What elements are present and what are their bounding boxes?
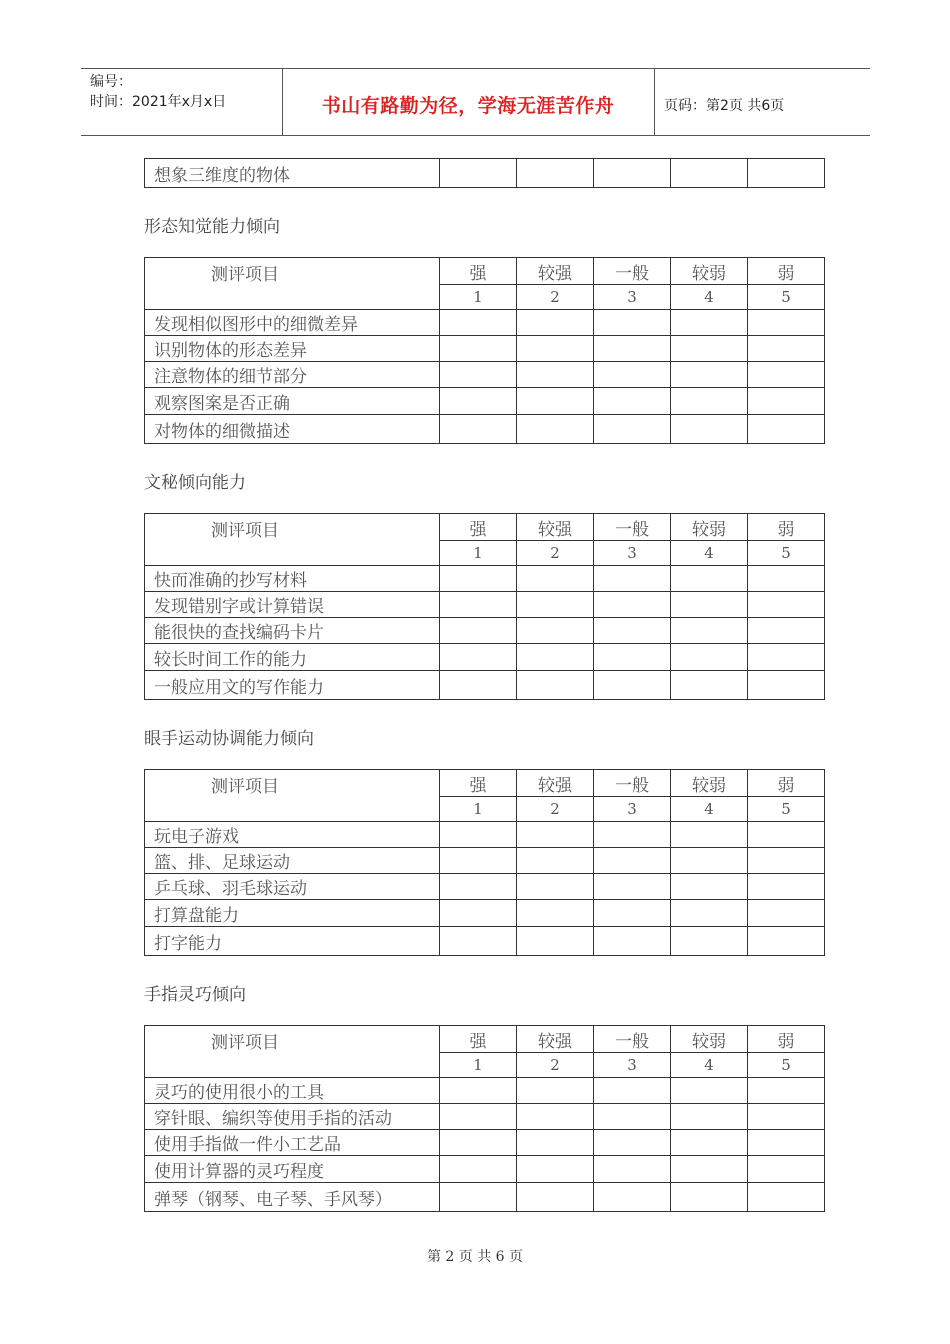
header-page-info: 页码：第2页 共6页 xyxy=(664,98,785,114)
level-header: 较弱 xyxy=(671,1026,748,1053)
item-label: 对物体的细微描述 xyxy=(145,415,440,444)
rating-cell[interactable] xyxy=(517,848,594,874)
table-row xyxy=(145,900,825,927)
table-row xyxy=(145,644,825,671)
header-motto-cell xyxy=(282,69,655,135)
rating-cell[interactable] xyxy=(440,874,517,900)
rating-cell[interactable] xyxy=(748,618,825,644)
rating-cell[interactable] xyxy=(517,566,594,592)
rating-cell[interactable] xyxy=(440,618,517,644)
level-number: 4 xyxy=(671,1053,748,1078)
item-label: 穿针眼、编织等使用手指的活动 xyxy=(145,1104,440,1130)
rating-cell[interactable] xyxy=(594,336,671,362)
rating-cell[interactable] xyxy=(671,566,748,592)
rating-cell[interactable] xyxy=(440,1078,517,1104)
rating-cell[interactable] xyxy=(671,1183,748,1212)
rating-cell[interactable] xyxy=(594,592,671,618)
table-row xyxy=(145,362,825,388)
rating-cell[interactable] xyxy=(671,900,748,927)
rating-cell[interactable] xyxy=(671,874,748,900)
rating-cell[interactable] xyxy=(517,644,594,671)
table-row xyxy=(145,927,825,956)
level-header: 较强 xyxy=(517,1026,594,1053)
rating-cell[interactable] xyxy=(671,362,748,388)
form-perception-table xyxy=(144,257,825,444)
table-row xyxy=(145,671,825,700)
rating-cell[interactable] xyxy=(748,822,825,848)
rating-cell[interactable] xyxy=(671,1130,748,1156)
level-header: 一般 xyxy=(594,1026,671,1053)
table-row xyxy=(145,592,825,618)
item-label: 打字能力 xyxy=(145,927,440,956)
item-label: 一般应用文的写作能力 xyxy=(145,671,440,700)
rating-cell[interactable] xyxy=(671,159,748,188)
rating-cell[interactable] xyxy=(671,1078,748,1104)
page-header xyxy=(81,68,870,136)
rating-cell[interactable] xyxy=(748,159,825,188)
rating-cell[interactable] xyxy=(440,1130,517,1156)
rating-cell[interactable] xyxy=(594,644,671,671)
rating-cell[interactable] xyxy=(440,1104,517,1130)
level-number: 3 xyxy=(594,797,671,822)
document-date: 时间：2021年x月x日 xyxy=(90,94,227,110)
section-title-clerical: 文秘倾向能力 xyxy=(144,473,246,493)
rating-cell[interactable] xyxy=(440,159,517,188)
level-header: 强 xyxy=(440,1026,517,1053)
table-row xyxy=(145,1104,825,1130)
rating-cell[interactable] xyxy=(671,388,748,415)
header-item-label: 测评项目 xyxy=(145,770,440,822)
level-number: 3 xyxy=(594,1053,671,1078)
eye-hand-table xyxy=(144,769,825,956)
rating-cell[interactable] xyxy=(517,415,594,444)
rating-cell[interactable] xyxy=(440,848,517,874)
level-number: 2 xyxy=(517,541,594,566)
rating-cell[interactable] xyxy=(517,671,594,700)
table-row xyxy=(145,310,825,336)
level-header: 一般 xyxy=(594,258,671,285)
rating-cell[interactable] xyxy=(594,874,671,900)
rating-cell[interactable] xyxy=(594,822,671,848)
rating-cell[interactable] xyxy=(748,388,825,415)
rating-cell[interactable] xyxy=(594,388,671,415)
rating-cell[interactable] xyxy=(748,1156,825,1183)
rating-cell[interactable] xyxy=(748,336,825,362)
rating-cell[interactable] xyxy=(671,592,748,618)
rating-cell[interactable] xyxy=(440,336,517,362)
level-number: 5 xyxy=(748,1053,825,1078)
rating-cell[interactable] xyxy=(594,1078,671,1104)
level-number: 5 xyxy=(748,541,825,566)
level-header: 弱 xyxy=(748,258,825,285)
rating-cell[interactable] xyxy=(671,618,748,644)
item-label: 较长时间工作的能力 xyxy=(145,644,440,671)
rating-cell[interactable] xyxy=(517,362,594,388)
header-item-label: 测评项目 xyxy=(145,258,440,310)
rating-cell[interactable] xyxy=(748,874,825,900)
header-left-cell xyxy=(81,69,283,135)
rating-cell[interactable] xyxy=(517,592,594,618)
rating-cell[interactable] xyxy=(594,927,671,956)
rating-cell[interactable] xyxy=(671,644,748,671)
clerical-table xyxy=(144,513,825,700)
rating-cell[interactable] xyxy=(517,874,594,900)
table-row xyxy=(145,336,825,362)
rating-cell[interactable] xyxy=(594,900,671,927)
item-label: 篮、排、足球运动 xyxy=(145,848,440,874)
section-title-eye-hand: 眼手运动协调能力倾向 xyxy=(144,729,314,749)
header-row xyxy=(145,1026,825,1053)
header-motto: 书山有路勤为径，学海无涯苦作舟 xyxy=(321,95,615,117)
rating-cell[interactable] xyxy=(440,362,517,388)
item-label: 能很快的查找编码卡片 xyxy=(145,618,440,644)
level-header: 较强 xyxy=(517,770,594,797)
level-number: 4 xyxy=(671,285,748,310)
level-number: 5 xyxy=(748,285,825,310)
rating-cell[interactable] xyxy=(517,336,594,362)
level-header: 弱 xyxy=(748,770,825,797)
level-number: 5 xyxy=(748,797,825,822)
header-item-label: 测评项目 xyxy=(145,514,440,566)
rating-cell[interactable] xyxy=(517,1078,594,1104)
page-footer: 第 2 页 共 6 页 xyxy=(426,1249,524,1265)
rating-cell[interactable] xyxy=(440,900,517,927)
table-row xyxy=(145,822,825,848)
finger-dexterity-table xyxy=(144,1025,825,1212)
rating-cell[interactable] xyxy=(671,415,748,444)
item-label: 打算盘能力 xyxy=(145,900,440,927)
header-row xyxy=(145,770,825,797)
table-row xyxy=(145,1130,825,1156)
rating-cell[interactable] xyxy=(748,927,825,956)
table-row xyxy=(145,1078,825,1104)
rating-cell[interactable] xyxy=(440,415,517,444)
level-number: 1 xyxy=(440,541,517,566)
rating-cell[interactable] xyxy=(594,848,671,874)
rating-cell[interactable] xyxy=(748,415,825,444)
rating-cell[interactable] xyxy=(440,822,517,848)
level-header: 一般 xyxy=(594,770,671,797)
level-number: 4 xyxy=(671,797,748,822)
item-label: 观察图案是否正确 xyxy=(145,388,440,415)
level-number: 4 xyxy=(671,541,748,566)
rating-cell[interactable] xyxy=(671,336,748,362)
rating-cell[interactable] xyxy=(671,1156,748,1183)
level-header: 较强 xyxy=(517,258,594,285)
rating-cell[interactable] xyxy=(594,1130,671,1156)
header-page-cell xyxy=(654,69,870,135)
header-item-label: 测评项目 xyxy=(145,1026,440,1078)
rating-cell[interactable] xyxy=(594,1104,671,1130)
level-header: 弱 xyxy=(748,514,825,541)
level-number: 1 xyxy=(440,285,517,310)
rating-cell[interactable] xyxy=(594,415,671,444)
item-label: 发现错别字或计算错误 xyxy=(145,592,440,618)
level-number: 1 xyxy=(440,1053,517,1078)
top-continuation-table xyxy=(144,158,825,188)
rating-cell[interactable] xyxy=(748,1130,825,1156)
rating-cell[interactable] xyxy=(748,848,825,874)
level-number: 2 xyxy=(517,1053,594,1078)
section-title-finger-dexterity: 手指灵巧倾向 xyxy=(144,985,246,1005)
table-row xyxy=(145,415,825,444)
rating-cell[interactable] xyxy=(594,1156,671,1183)
rating-cell[interactable] xyxy=(440,566,517,592)
rating-cell[interactable] xyxy=(748,1104,825,1130)
table-row xyxy=(145,874,825,900)
rating-cell[interactable] xyxy=(594,159,671,188)
rating-cell[interactable] xyxy=(517,159,594,188)
rating-cell[interactable] xyxy=(671,310,748,336)
item-label: 识别物体的形态差异 xyxy=(145,336,440,362)
rating-cell[interactable] xyxy=(748,566,825,592)
rating-cell[interactable] xyxy=(517,310,594,336)
rating-cell[interactable] xyxy=(594,566,671,592)
section-title-form-perception: 形态知觉能力倾向 xyxy=(144,217,280,237)
rating-cell[interactable] xyxy=(517,1156,594,1183)
rating-cell[interactable] xyxy=(440,927,517,956)
rating-cell[interactable] xyxy=(517,1130,594,1156)
rating-cell[interactable] xyxy=(440,388,517,415)
item-label: 弹琴（钢琴、电子琴、手风琴） xyxy=(145,1183,440,1212)
table-row xyxy=(145,1156,825,1183)
rating-cell[interactable] xyxy=(748,900,825,927)
rating-cell[interactable] xyxy=(517,822,594,848)
rating-cell[interactable] xyxy=(517,927,594,956)
rating-cell[interactable] xyxy=(671,822,748,848)
rating-cell[interactable] xyxy=(748,1183,825,1212)
rating-cell[interactable] xyxy=(748,310,825,336)
rating-cell[interactable] xyxy=(517,900,594,927)
item-label: 发现相似图形中的细微差异 xyxy=(145,310,440,336)
item-label: 乒乓球、羽毛球运动 xyxy=(145,874,440,900)
level-header: 较弱 xyxy=(671,514,748,541)
level-number: 1 xyxy=(440,797,517,822)
level-header: 较弱 xyxy=(671,770,748,797)
rating-cell[interactable] xyxy=(671,927,748,956)
rating-cell[interactable] xyxy=(748,362,825,388)
level-header: 较强 xyxy=(517,514,594,541)
table-row xyxy=(145,388,825,415)
rating-cell[interactable] xyxy=(440,644,517,671)
item-label: 快而准确的抄写材料 xyxy=(145,566,440,592)
rating-cell[interactable] xyxy=(517,388,594,415)
table-row xyxy=(145,566,825,592)
item-label: 玩电子游戏 xyxy=(145,822,440,848)
table-row xyxy=(145,1183,825,1212)
rating-cell[interactable] xyxy=(748,644,825,671)
level-header: 弱 xyxy=(748,1026,825,1053)
header-row xyxy=(145,258,825,285)
level-number: 2 xyxy=(517,285,594,310)
level-header: 一般 xyxy=(594,514,671,541)
level-number: 3 xyxy=(594,541,671,566)
level-header: 强 xyxy=(440,514,517,541)
rating-cell[interactable] xyxy=(748,671,825,700)
rating-cell[interactable] xyxy=(517,1183,594,1212)
rating-cell[interactable] xyxy=(594,671,671,700)
rating-cell[interactable] xyxy=(594,618,671,644)
document-number-label: 编号： xyxy=(90,74,132,90)
rating-cell[interactable] xyxy=(671,1104,748,1130)
level-header: 强 xyxy=(440,258,517,285)
rating-cell[interactable] xyxy=(440,671,517,700)
item-label: 想象三维度的物体 xyxy=(145,159,440,188)
level-number: 3 xyxy=(594,285,671,310)
item-label: 注意物体的细节部分 xyxy=(145,362,440,388)
item-label: 使用手指做一件小工艺品 xyxy=(145,1130,440,1156)
table-row xyxy=(145,159,825,188)
rating-cell[interactable] xyxy=(594,362,671,388)
level-number: 2 xyxy=(517,797,594,822)
rating-cell[interactable] xyxy=(440,592,517,618)
item-label: 灵巧的使用很小的工具 xyxy=(145,1078,440,1104)
rating-cell[interactable] xyxy=(748,592,825,618)
item-label: 使用计算器的灵巧程度 xyxy=(145,1156,440,1183)
rating-cell[interactable] xyxy=(517,1104,594,1130)
level-header: 较弱 xyxy=(671,258,748,285)
header-row xyxy=(145,514,825,541)
rating-cell[interactable] xyxy=(517,618,594,644)
rating-cell[interactable] xyxy=(594,310,671,336)
rating-cell[interactable] xyxy=(594,1183,671,1212)
table-row xyxy=(145,848,825,874)
rating-cell[interactable] xyxy=(671,848,748,874)
rating-cell[interactable] xyxy=(440,310,517,336)
rating-cell[interactable] xyxy=(748,1078,825,1104)
rating-cell[interactable] xyxy=(440,1183,517,1212)
rating-cell[interactable] xyxy=(671,671,748,700)
table-row xyxy=(145,618,825,644)
level-header: 强 xyxy=(440,770,517,797)
rating-cell[interactable] xyxy=(440,1156,517,1183)
